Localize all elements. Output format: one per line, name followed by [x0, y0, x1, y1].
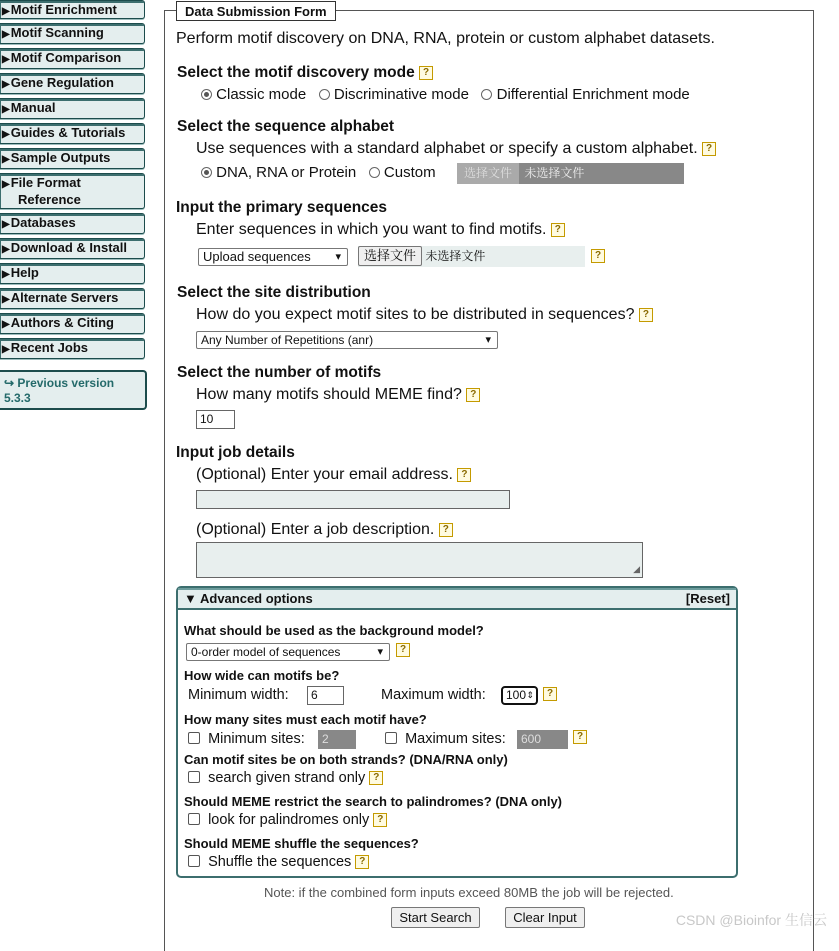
triangle-right-icon: ▶	[2, 54, 10, 65]
start-search-button[interactable]: Start Search	[391, 907, 480, 928]
min-sites-input[interactable]: 2	[318, 730, 356, 749]
alphabet-prompt-text: Use sequences with a standard alphabet or specify a custom alphabet.	[196, 140, 698, 157]
help-icon[interactable]: ?	[373, 813, 387, 827]
given-strand-checkbox[interactable]	[188, 771, 200, 783]
clear-input-button[interactable]: Clear Input	[505, 907, 585, 928]
shuffle-row	[188, 854, 369, 870]
triangle-right-icon: ▶	[2, 344, 10, 355]
background-model-value: 0-order model of sequences	[191, 645, 341, 659]
max-width-value: 100	[506, 688, 527, 702]
triangle-right-icon: ▶	[2, 179, 10, 190]
shuffle-question: Should MEME shuffle the sequences?	[184, 836, 419, 851]
sidebar-item-motif-comparison[interactable]	[0, 48, 145, 69]
min-width-label: Minimum width:	[188, 687, 289, 703]
resize-handle-icon[interactable]: ◢	[633, 564, 640, 574]
job-description-textarea[interactable]	[196, 542, 643, 578]
radio-classic-mode[interactable]	[201, 89, 212, 100]
nmotifs-prompt-text: How many motifs should MEME find?	[196, 386, 462, 403]
max-width-stepper[interactable]	[501, 686, 538, 705]
mode-options	[201, 86, 690, 103]
min-sites-checkbox[interactable]	[188, 732, 200, 744]
sequence-source-value: Upload sequences	[203, 249, 311, 264]
sidebar-item-gene-regulation[interactable]	[0, 73, 145, 94]
sequence-source-select[interactable]	[198, 248, 348, 266]
triangle-right-icon: ▶	[2, 269, 10, 280]
alphabet-file-button[interactable]: 选择文件	[457, 163, 519, 184]
email-field[interactable]	[196, 490, 510, 509]
min-sites-label: Minimum sites:	[208, 731, 305, 747]
description-prompt-text: (Optional) Enter a job description.	[196, 521, 435, 538]
sidebar-item-authors-citing[interactable]	[0, 313, 145, 334]
sequence-file-input[interactable]	[358, 246, 585, 267]
help-icon[interactable]: ?	[543, 687, 557, 701]
sidebar-item-download-install[interactable]	[0, 238, 145, 259]
previous-version-label: ↪ Previous version	[4, 376, 115, 390]
site-distribution-select[interactable]	[196, 331, 498, 349]
alphabet-options	[201, 164, 436, 181]
triangle-right-icon: ▶	[2, 104, 10, 115]
sidebar-item-label: Motif Comparison	[10, 50, 122, 65]
background-model-question: What should be used as the background model?	[184, 623, 484, 638]
email-prompt	[196, 466, 471, 484]
sequence-file-status: 未选择文件	[425, 249, 486, 263]
radio-differential-enrichment-mode[interactable]	[481, 89, 492, 100]
sidebar-item-motif-scanning[interactable]	[0, 23, 145, 44]
sidebar-item-sample-outputs[interactable]	[0, 148, 145, 169]
help-icon[interactable]: ?	[551, 223, 565, 237]
radio-custom-alphabet[interactable]	[369, 167, 380, 178]
chevron-down-icon: ▾	[377, 646, 383, 658]
motif-width-question: How wide can motifs be?	[184, 668, 340, 683]
chevron-down-icon: ▾	[485, 334, 491, 346]
alphabet-heading: Select the sequence alphabet	[177, 118, 395, 135]
triangle-right-icon: ▶	[2, 79, 10, 90]
palindromes-question: Should MEME restrict the search to palindromes? (DNA only)	[184, 794, 563, 809]
motif-sites-question: How many sites must each motif have?	[184, 712, 427, 727]
triangle-right-icon: ▶	[2, 319, 10, 330]
spinner-arrows-icon[interactable]: ⇕	[526, 690, 534, 700]
sidebar-item-label: Help	[10, 265, 39, 280]
primary-sequences-prompt	[196, 221, 565, 239]
reset-link[interactable]: [Reset]	[685, 591, 730, 606]
sidebar-item-alternate-servers[interactable]	[0, 288, 145, 309]
description-prompt	[196, 521, 453, 539]
nmotifs-input[interactable]: 10	[196, 410, 235, 429]
nmotifs-heading: Select the number of motifs	[177, 364, 382, 381]
sidebar-item-label-line2: Reference	[18, 192, 81, 207]
help-icon[interactable]: ?	[419, 66, 433, 80]
alphabet-file-status: 未选择文件	[524, 166, 585, 180]
nmotifs-prompt	[196, 386, 480, 404]
max-width-label: Maximum width:	[381, 687, 486, 703]
advanced-options-panel	[176, 586, 738, 878]
radio-label-classic: Classic mode	[216, 86, 307, 103]
radio-discriminative-mode[interactable]	[319, 89, 330, 100]
palindromes-checkbox[interactable]	[188, 813, 200, 825]
sidebar-item-label: Gene Regulation	[10, 75, 114, 90]
sidebar-item-label: Manual	[10, 100, 56, 115]
shuffle-checkbox[interactable]	[188, 855, 200, 867]
triangle-right-icon: ▶	[2, 6, 10, 17]
job-details-heading: Input job details	[176, 444, 295, 461]
sidebar-item-manual[interactable]	[0, 98, 145, 119]
triangle-right-icon: ▶	[2, 29, 10, 40]
sidebar-item-label: Sample Outputs	[10, 150, 111, 165]
sidebar-item-label: Databases	[10, 215, 76, 230]
sidebar-item-label: Download & Install	[10, 240, 127, 255]
radio-label-differential: Differential Enrichment mode	[496, 86, 690, 103]
advanced-options-title: ▼ Advanced options	[184, 591, 313, 606]
max-sites-label: Maximum sites:	[405, 731, 506, 747]
help-icon[interactable]: ?	[396, 643, 410, 657]
email-prompt-text: (Optional) Enter your email address.	[196, 466, 453, 483]
size-limit-note: Note: if the combined form inputs exceed 80MB the job will be rejected.	[264, 885, 674, 900]
help-icon[interactable]: ?	[439, 523, 453, 537]
previous-version-number: 5.3.3	[4, 391, 31, 405]
advanced-options-header[interactable]	[178, 588, 736, 610]
sidebar-item-motif-enrichment[interactable]	[0, 0, 145, 19]
triangle-right-icon: ▶	[2, 129, 10, 140]
triangle-right-icon: ▶	[2, 244, 10, 255]
watermark: CSDN @Bioinfor 生信云	[675, 912, 827, 928]
sidebar-item-label: Alternate Servers	[10, 290, 119, 305]
site-distribution-heading: Select the site distribution	[177, 284, 371, 301]
help-icon[interactable]: ?	[573, 730, 587, 744]
sidebar-item-file-format-reference[interactable]	[0, 173, 145, 209]
sequence-file-button[interactable]: 选择文件	[358, 246, 422, 266]
distribution-prompt-text: How do you expect motif sites to be distributed in sequences?	[196, 306, 635, 323]
min-sites-row	[188, 731, 305, 747]
form-intro: Perform motif discovery on DNA, RNA, protein or custom alphabet datasets.	[176, 30, 715, 47]
sidebar-item-label: Motif Enrichment	[10, 2, 117, 17]
sidebar-item-label: Recent Jobs	[10, 340, 89, 355]
radio-label-standard: DNA, RNA or Protein	[216, 164, 357, 181]
max-sites-input[interactable]: 600	[517, 730, 568, 749]
triangle-right-icon: ▶	[2, 294, 10, 305]
mode-heading	[177, 64, 433, 82]
help-icon[interactable]: ?	[639, 308, 653, 322]
help-icon[interactable]: ?	[591, 249, 605, 263]
sidebar-item-databases[interactable]	[0, 213, 145, 234]
sidebar-item-guides-tutorials[interactable]	[0, 123, 145, 144]
sidebar-item-label: Guides & Tutorials	[10, 125, 126, 140]
help-icon[interactable]: ?	[369, 771, 383, 785]
sidebar-item-help[interactable]	[0, 263, 145, 284]
sidebar-item-recent-jobs[interactable]	[0, 338, 145, 359]
palindromes-row	[188, 812, 387, 828]
shuffle-label: Shuffle the sequences	[208, 854, 352, 870]
sidebar-item-label: Authors & Citing	[10, 315, 114, 330]
triangle-right-icon: ▶	[2, 219, 10, 230]
mode-heading-text: Select the motif discovery mode	[177, 64, 415, 81]
min-width-input[interactable]: 6	[307, 686, 344, 705]
primary-prompt-text: Enter sequences in which you want to find motifs.	[196, 221, 547, 238]
previous-version-link[interactable]	[0, 370, 147, 410]
chevron-down-icon: ▾	[335, 251, 341, 263]
radio-dna-rna-protein[interactable]	[201, 167, 212, 178]
radio-label-custom: Custom	[383, 164, 436, 181]
form-legend: Data Submission Form	[176, 1, 336, 21]
site-distribution-prompt	[196, 306, 653, 324]
help-icon[interactable]: ?	[466, 388, 480, 402]
radio-label-discriminative: Discriminative mode	[333, 86, 469, 103]
triangle-right-icon: ▶	[2, 154, 10, 165]
background-model-select[interactable]	[186, 643, 390, 661]
help-icon[interactable]: ?	[457, 468, 471, 482]
sidebar-item-label: File Format	[10, 175, 81, 190]
palindromes-label: look for palindromes only	[208, 812, 370, 828]
custom-alphabet-file-input[interactable]	[457, 163, 684, 184]
help-icon[interactable]: ?	[702, 142, 716, 156]
strands-row	[188, 770, 383, 786]
given-strand-label: search given strand only	[208, 770, 366, 786]
help-icon[interactable]: ?	[355, 855, 369, 869]
max-sites-row	[385, 731, 506, 747]
max-sites-checkbox[interactable]	[385, 732, 397, 744]
sidebar-item-label: Motif Scanning	[10, 25, 104, 40]
alphabet-prompt	[196, 140, 716, 158]
strands-question: Can motif sites be on both strands? (DNA/RNA only)	[184, 752, 508, 767]
site-distribution-value: Any Number of Repetitions (anr)	[201, 333, 374, 347]
primary-sequences-heading: Input the primary sequences	[176, 199, 388, 216]
